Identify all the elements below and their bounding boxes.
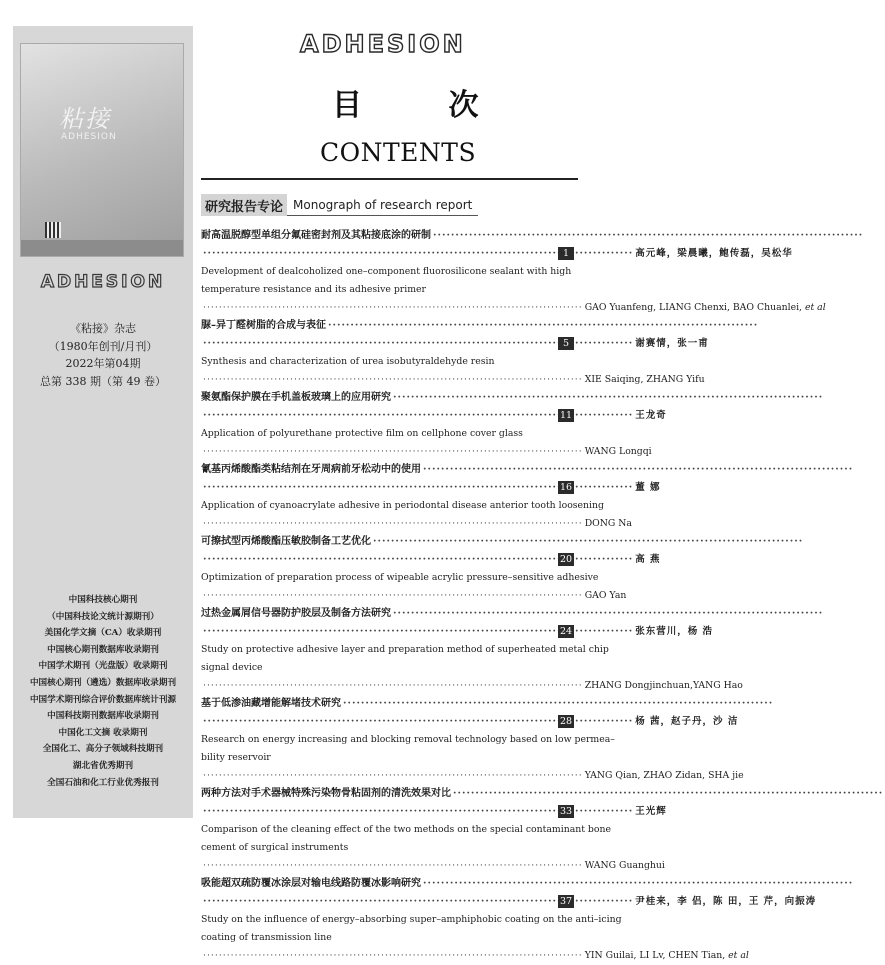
page-number[interactable]: 33 — [559, 806, 573, 817]
article-title-cn: 可擦拭型丙烯酸酯压敏胶制备工艺优化 — [201, 536, 371, 547]
leader-dots — [201, 443, 585, 461]
page-number[interactable]: 1 — [558, 247, 574, 260]
issue-info-line: 2022年第04期 — [65, 357, 141, 370]
page-number[interactable]: 11 — [559, 410, 573, 421]
article-authors-en-lead-row — [201, 443, 652, 461]
article-authors-cn: 杨 茜，赵子丹，沙 洁 — [635, 716, 739, 727]
indexing-item: 湖北省优秀期刊 — [72, 760, 134, 771]
article-title-cn: 聚氨酯保护膜在手机盖板玻璃上的应用研究 — [201, 392, 391, 403]
indexing-item: （中国科技论文统计源期刊） — [47, 611, 159, 622]
leader-dots — [421, 461, 855, 479]
indexing-item: 中国科技期刊数据库收录期刊 — [47, 711, 159, 722]
leader-dots — [201, 677, 585, 695]
leader-dots — [371, 533, 805, 551]
article-authors-cn: 董 娜 — [635, 482, 661, 493]
leader-dots — [451, 785, 885, 803]
article-title-cn-row — [201, 875, 574, 893]
article-title-en-cont: coating of transmission line — [201, 932, 332, 943]
indexing-item: 全国石油和化工行业优秀报刊 — [47, 777, 159, 788]
article-authors-en-lead-row — [201, 371, 705, 389]
page-number[interactable]: 28 — [559, 716, 573, 727]
article-title-en: Research on energy increasing and blocking removal technology based on low permea– — [201, 734, 615, 745]
leader-dots — [201, 371, 585, 389]
indexing-item: 全国化工、高分子领域科技期刊 — [42, 744, 164, 755]
article-authors-cn: 高元峰，梁晨曦，鲍传磊，吴松华 — [635, 248, 793, 259]
article-title-cn-row — [201, 461, 574, 479]
article-title-en: Development of dealcoholized one–component fluorosilicone sealant with high — [201, 266, 572, 277]
article-title-en: Synthesis and characterization of urea isobutyraldehyde resin — [201, 356, 495, 367]
article-authors-cn-lead-row — [201, 713, 739, 731]
cover-title: 粘接 — [59, 105, 111, 133]
article-authors-cn-lead-row — [201, 803, 667, 821]
article-authors-cn: 尹桂来，李 侣，陈 田，王 芹，向振涛 — [635, 896, 817, 907]
article-title-cn-row — [201, 605, 574, 623]
leader-dots — [201, 947, 585, 965]
article-authors-en-lead-row — [201, 299, 826, 317]
article-title-cn-row — [201, 317, 574, 335]
article-authors-en-lead-row — [201, 767, 744, 785]
article-title-cn-row — [201, 533, 574, 551]
article-authors-en: XIE Saiqing, ZHANG Yifu — [584, 374, 705, 385]
article-title-en: Comparison of the cleaning effect of the two methods on the special contaminant bone — [201, 824, 611, 835]
et-al: et al — [804, 302, 826, 313]
article-authors-en-lead-row — [201, 677, 743, 695]
article-authors-cn: 王龙奇 — [635, 410, 667, 421]
leader-dots — [391, 389, 825, 407]
article-title-en-cont: signal device — [201, 662, 263, 673]
article-title-cn-row — [201, 389, 574, 407]
article-authors-en-lead-row — [201, 857, 665, 875]
article-title-cn-row — [201, 227, 574, 245]
issue-info-line: （1980年创刊/月刊） — [48, 339, 158, 353]
article-authors-cn-lead-row — [201, 479, 661, 497]
issue-info-line: 《粘接》杂志 — [70, 322, 136, 335]
leader-dots — [201, 515, 585, 533]
authors-en-group — [585, 947, 749, 965]
section-title-en: Monograph of research report — [287, 194, 478, 216]
indexing-item: 中国学术期刊（光盘版）收录期刊 — [38, 661, 168, 672]
leader-dots — [326, 317, 760, 335]
leader-dots — [201, 299, 585, 317]
article-authors-en: ZHANG Dongjinchuan,YANG Hao — [584, 680, 743, 691]
leader-dots — [431, 227, 865, 245]
article-authors-cn-lead-row — [201, 893, 817, 911]
article-authors-en: YIN Guilai, LI Lv, CHEN Tian, — [584, 950, 726, 961]
indexing-item: 中国核心期刊（遴选）数据库收录期刊 — [29, 677, 177, 688]
article-authors-cn: 谢赛情，张一甫 — [635, 338, 709, 349]
article-title-en: Application of cyanoacrylate adhesive in periodontal disease anterior tooth loosening — [201, 500, 604, 511]
indexing-item: 中国核心期刊数据库收录期刊 — [47, 644, 159, 655]
page-number[interactable]: 37 — [559, 896, 573, 907]
article-authors-en: WANG Longqi — [584, 446, 652, 457]
article-title-en-cont: cement of surgical instruments — [201, 842, 349, 853]
article-title-en-cont: temperature resistance and its adhesive primer — [201, 284, 426, 295]
leader-dots — [391, 605, 825, 623]
et-al: et al — [728, 950, 749, 961]
article-title-cn-row — [201, 785, 574, 803]
article-title-cn-row — [201, 695, 574, 713]
article-authors-en: GAO Yan — [584, 590, 627, 601]
article-authors-en: GAO Yuanfeng, LIANG Chenxi, BAO Chuanlei, — [584, 302, 802, 313]
article-authors-cn-lead-row — [201, 551, 661, 569]
cover-subtitle: ADHESION — [61, 132, 117, 142]
leader-dots — [201, 767, 585, 785]
indexing-item: 中国科技核心期刊 — [68, 595, 138, 605]
article-authors-cn-lead-row — [201, 245, 793, 263]
page-number[interactable]: 24 — [559, 626, 573, 637]
article-title-cn: 过热金属屑信号器防护胶层及制备方法研究 — [201, 608, 391, 619]
journal-title: ADHESION — [300, 30, 466, 58]
article-title-en: Study on protective adhesive layer and preparation method of superheated metal chip — [201, 644, 609, 655]
article-authors-en-lead-row — [201, 515, 632, 533]
article-authors-en: WANG Guanghui — [584, 860, 665, 871]
article-title-cn: 耐高温脱醇型单组分氟硅密封剂及其粘接底涂的研制 — [201, 230, 431, 241]
page-number[interactable]: 16 — [559, 482, 573, 493]
issue-info-line: 总第 338 期（第 49 卷） — [40, 374, 166, 388]
article-title-en-cont: bility reservoir — [201, 752, 271, 763]
leader-dots — [341, 695, 775, 713]
article-authors-cn-lead-row — [201, 623, 714, 641]
toc-title-cn: 目 次 — [332, 88, 517, 123]
article-authors-cn: 高 燕 — [635, 554, 661, 565]
article-authors-cn-lead-row — [201, 335, 709, 353]
leader-dots — [201, 587, 585, 605]
article-title-en: Application of polyurethane protective film on cellphone cover glass — [201, 428, 523, 439]
article-title-cn: 吸能超双疏防覆冰涂层对输电线路防覆冰影响研究 — [201, 878, 421, 889]
article-title-en: Optimization of preparation process of wipeable acrylic pressure–sensitive adhesive — [201, 572, 599, 583]
leader-dots — [201, 857, 585, 875]
article-authors-en: DONG Na — [584, 518, 632, 529]
page-number[interactable]: 5 — [558, 337, 574, 350]
authors-en-group — [585, 299, 826, 317]
article-title-en: Study on the influence of energy–absorbing super–amphiphobic coating on the anti–icing — [201, 914, 622, 925]
article-authors-en: YANG Qian, ZHAO Zidan, SHA jie — [584, 770, 744, 781]
article-title-cn: 脲–异丁醛树脂的合成与表征 — [201, 320, 326, 331]
article-authors-cn: 张东营川，杨 浩 — [635, 626, 714, 637]
section-title-cn: 研究报告专论 — [201, 194, 287, 216]
sidebar-logo: ADHESION — [40, 272, 166, 292]
page-number[interactable]: 20 — [559, 554, 573, 565]
article-title-cn: 氰基丙烯酸酯类粘结剂在牙周病前牙松动中的使用 — [201, 464, 421, 475]
article-authors-cn: 王光辉 — [635, 806, 667, 817]
article-authors-en-lead-row — [201, 587, 627, 605]
indexing-item: 中国化工文摘 收录期刊 — [58, 727, 148, 738]
article-title-cn: 基于低渗油藏增能解堵技术研究 — [201, 698, 341, 709]
article-title-cn: 两种方法对手术器械特殊污染物骨粘固剂的清洗效果对比 — [201, 788, 451, 799]
indexing-item: 中国学术期刊综合评价数据库统计刊源 — [29, 694, 177, 705]
toc-title-en: CONTENTS — [320, 138, 477, 167]
indexing-item: 美国化学文摘（CA）收录期刊 — [44, 628, 162, 639]
leader-dots — [421, 875, 855, 893]
article-authors-en-lead-row — [201, 947, 749, 965]
article-authors-cn-lead-row — [201, 407, 667, 425]
